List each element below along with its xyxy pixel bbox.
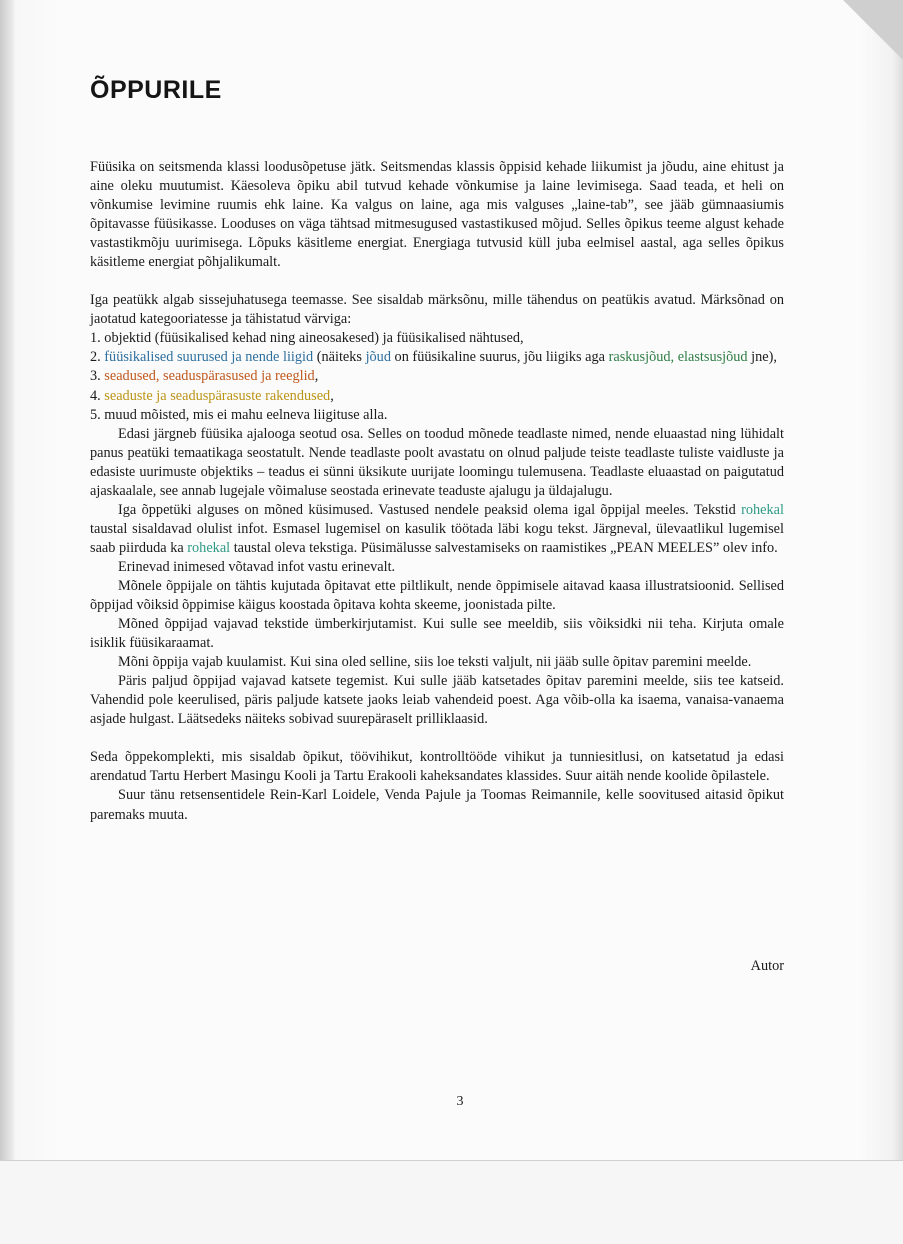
folded-corner	[843, 0, 903, 60]
category-4	[90, 387, 784, 406]
different-paragraph: Erinevad inimesed võtavad infot vastu erinevalt.	[118, 558, 396, 575]
category-1: 1. objektid (füüsikalised kehad ning aineosakesed) ja füüsikalised nähtused,	[90, 330, 524, 347]
lessons-text-1: Iga õppetüki alguses on mõned küsimused. Vastused nendele peaksid olema igal õppijal meeles. Tekstid	[118, 501, 742, 518]
category-2-example-types: raskusjõud, elastsusjõud	[608, 349, 748, 366]
category-2-text: (näiteks	[313, 349, 366, 366]
history-paragraph: Edasi järgneb füüsika ajalooga seotud osa. Selles on toodud mõnede teadlaste nimed, nende eluaastad ning lühidalt panus peatüki temaatikaga seostatult. Nende teadlaste poolt avastatu on olnud paljude teiste teadlaste tuliste vaidluste ja edasiste uurimuste objektiks – teadus ei sünni üksikute uurijate loomingu tulemusena. Teadlaste eluaastad on paigutatud ajaskaalale, see annab lugejale võimaluse seostada erinevate teaduste ajalugu ja üldajalugu.	[90, 425, 784, 499]
page-number: 3	[456, 1094, 464, 1109]
experiments-paragraph: Päris paljud õppijad vajavad katsete tegemist. Kui sulle jääb katsetades õpitav paremini meelde, siis tee katseid. Vahendid pole keerulised, päris paljude katsete jaoks leiab vahendeid poest. Aga võib-olla ka isaema, vanaisa-vanaema asjade hulgast. Läätsedeks näiteks sobivad suurepäraselt prilliklaasid.	[90, 673, 784, 728]
category-4-number: 4.	[90, 387, 105, 404]
thanks-paragraph: Suur tänu retsensentidele Rein-Karl Loidele, Venda Pajule ja Toomas Reimannile, kelle soovitused aitasid õpikut paremaks muuta.	[90, 787, 784, 823]
page-bottom-edge	[0, 1160, 903, 1244]
lessons-text-2: taustal sisaldavad olulist infot. Esmasel lugemisel on kasulik töötada läbi kogu tekst. Järgneval, ülevaatlikul lugemisel saab piirduda ka	[90, 520, 784, 556]
category-3-colored-text: seadused, seaduspärasused ja reeglid	[104, 368, 315, 385]
page-title: ÕPPURILE	[90, 76, 222, 104]
category-3-end: ,	[314, 368, 319, 385]
intro-paragraph: Füüsika on seitsmenda klassi loodusõpetuse jätk. Seitsmendas klassis õppisid kehade liikumist ja jõudu, aine ehitust ja aine oleku muutumist. Käesoleva õpiku abil tutvud kehade võnkumise ja laine levimisega. Saad teada, et heli on võnkumise levimine ruumis ehk laine. Ka valgus on laine, aga mis valguses „laine-tab”, see jääb gümnaasiumis õpitavasse füüsikasse. Looduses on väga tähtsad mitmesugused vastastikused mõjud. Selles õpikus teeme algust kehade vastastikmõju uurimisega. Lõpuks käsitleme energiat. Energiaga tutvusid küll juba eelmisel aastal, aga selles õpikus käsitleme energiat põhjalikumalt.	[90, 159, 784, 271]
lessons-highlight-2: rohekal	[187, 539, 231, 556]
visual-paragraph: Mõnele õppijale on tähtis kujutada õpitavat ette piltlikult, nende õppimisele aitavad kaasa illustratsioonid. Sellised õppijad võiksid õppimise käigus koostada õpitava kohta skeeme, joonistada pilte.	[90, 577, 784, 614]
chapters-paragraph: Iga peatükk algab sissejuhatusega teemasse. See sisaldab märksõnu, mille tähendus on peatükis avatud. Märksõnad on jaotatud kategooriatesse ja tähistatud värviga:	[90, 292, 784, 328]
category-2-number: 2.	[90, 349, 105, 366]
lessons-text-3: taustal oleva tekstiga. Püsimälusse salvestamiseks on raamistikes „PEAN MEELES” olev info.	[230, 539, 778, 556]
author-signature: Autor	[750, 958, 784, 974]
rewrite-paragraph: Mõned õppijad vajavad tekstide ümberkirjutamist. Kui sulle see meeldib, siis võiksidki nii teha. Kirjuta omale isiklik füüsikaraamat.	[90, 616, 784, 652]
listen-paragraph: Mõni õppija vajab kuulamist. Kui sina oled selline, siis loe teksti valjult, nii jääb sulle õpitav paremini meelde.	[118, 654, 752, 671]
tested-paragraph: Seda õppekomplekti, mis sisaldab õpikut, töövihikut, kontrolltööde vihikut ja tunniesitlusi, on katsetatud ja edasi arendatud Tartu Herbert Masingu Kooli ja Tartu Erakooli kaheksandates klassides. Suur aitäh nende koolide õpilastele.	[90, 749, 784, 785]
category-2-text-2: on füüsikaline suurus, jõu liigiks aga	[390, 349, 609, 366]
category-2	[90, 348, 784, 367]
category-3-number: 3.	[90, 368, 105, 385]
category-4-colored-text: seaduste ja seaduspärasuste rakendused	[104, 387, 331, 404]
lessons-highlight-1: rohekal	[741, 501, 784, 518]
category-2-example-force: jõud	[365, 349, 391, 366]
category-3	[90, 367, 784, 386]
category-2-end: jne),	[747, 349, 777, 366]
lessons-paragraph	[90, 501, 784, 558]
body-text	[90, 158, 784, 825]
category-4-end: ,	[330, 387, 334, 404]
page-binding-shadow	[0, 0, 14, 1243]
category-5: 5. muud mõisted, mis ei mahu eelneva liigituse alla.	[90, 406, 388, 423]
category-2-colored-text: füüsikalised suurused ja nende liigid	[104, 349, 314, 366]
